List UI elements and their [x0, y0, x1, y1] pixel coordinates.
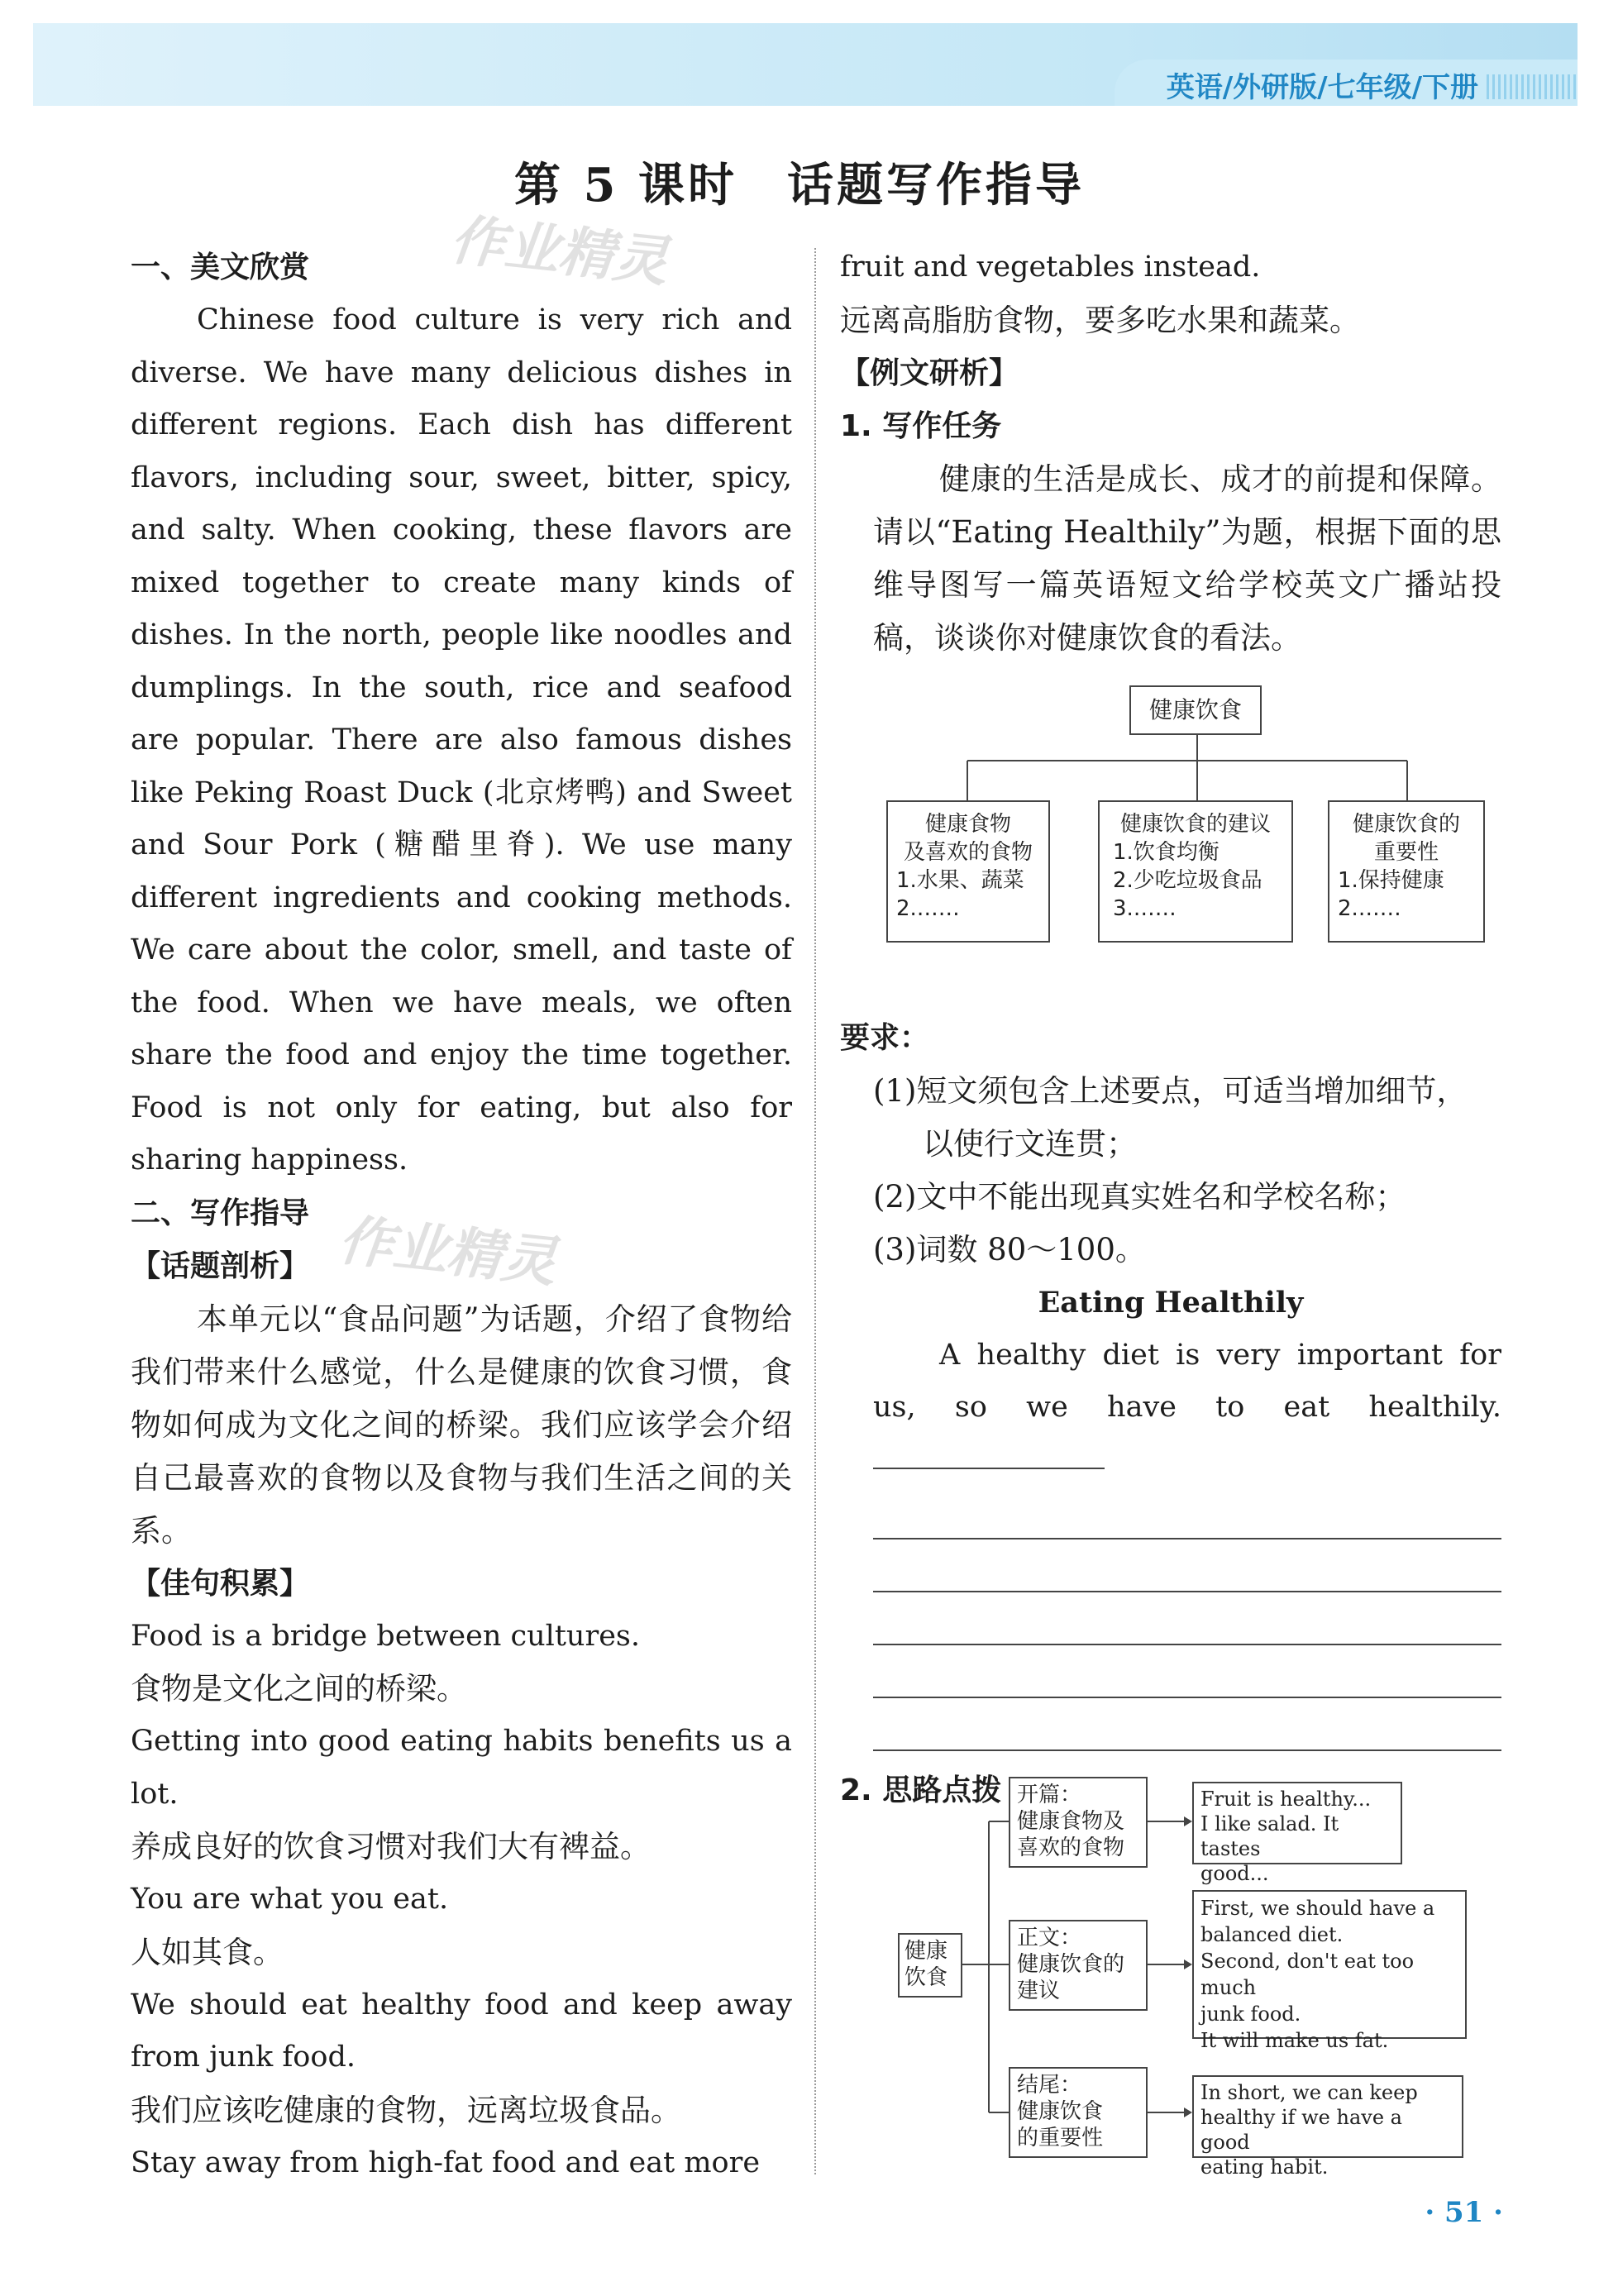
- requirements-heading: 要求：: [840, 1020, 930, 1055]
- sentence-en: Stay away from high-fat food and eat more: [131, 2146, 761, 2179]
- mind-map-root: 健康饮食: [1129, 685, 1262, 735]
- branch-title: 健康饮食的 重要性: [1352, 812, 1460, 865]
- outline-label: 正文： 健康饮食的 建议: [1009, 1920, 1148, 2011]
- outline-root: 健康 饮食: [898, 1933, 962, 1998]
- sentence-en: We should eat healthy food and keep away from junk food.: [131, 1988, 792, 2074]
- branch-item: 1.饮食均衡: [1113, 840, 1220, 865]
- outline-content: First, we should have a balanced diet. Second, don't eat too much junk food. It will make us fat.: [1192, 1890, 1467, 2039]
- watermark: 作业精灵: [447, 208, 671, 294]
- branch-item: 2.……: [896, 896, 960, 921]
- sentence-zh: 养成良好的饮食习惯对我们大有裨益。: [131, 1829, 651, 1864]
- sentence-zh: 我们应该吃健康的食物，远离垃圾食品。: [131, 2092, 681, 2128]
- branch-title: 健康饮食的建议: [1119, 812, 1271, 837]
- task-text: 健康的生活是成长、成才的前提和保障。请以“Eating Healthily”为题，根据下面的思维导图写一篇英语短文给学校英文广播站投稿，谈谈你对健康饮食的看法。: [873, 461, 1501, 656]
- sentences-heading: 【佳句积累】: [131, 1566, 310, 1601]
- outline-content: In short, we can keep healthy if we have a good eating habit.: [1192, 2075, 1463, 2158]
- requirement: (1)短文须包含上述要点，可适当增加细节，: [873, 1072, 1468, 1109]
- requirement: (3)词数 80～100。: [873, 1231, 1146, 1267]
- task-heading: 1. 写作任务: [840, 408, 1002, 443]
- branch-item: 1.保持健康: [1338, 868, 1444, 893]
- watermark: 作业精灵: [336, 1208, 560, 1295]
- book-tag: 英语/外研版/七年级/下册: [1166, 71, 1478, 104]
- requirement: (2)文中不能出现真实姓名和学校名称；: [873, 1178, 1406, 1215]
- continued-zh: 远离高脂肪食物，要多吃水果和蔬菜。: [840, 302, 1360, 338]
- outline-content: Fruit is healthy... I like salad. It tastes good...: [1192, 1782, 1402, 1864]
- sentence-zh: 人如其食。: [131, 1934, 284, 1970]
- sentence-zh: 食物是文化之间的桥梁。: [131, 1671, 467, 1706]
- page-title: 第 5 课时 话题写作指导: [514, 158, 1085, 212]
- sentence-en: Getting into good eating habits benefits us a lot.: [131, 1725, 792, 1811]
- essay-title: Eating Healthily: [1038, 1285, 1304, 1320]
- section-title-appreciation: 一、美文欣赏: [131, 251, 310, 284]
- requirement: 以使行文连贯；: [923, 1125, 1137, 1162]
- example-heading: 【例文研析】: [840, 356, 1019, 390]
- essay-start-text: A healthy diet is very important for us, so we have to eat healthily.: [873, 1338, 1501, 1424]
- outline-label: 结尾： 健康饮食 的重要性: [1009, 2067, 1148, 2158]
- topic-text: 本单元以“食品问题”为话题，介绍了食物给我们带来什么感觉，什么是健康的饮食习惯，食物如何成为文化之间的桥梁。我们应该学会介绍自己最喜欢的食物以及食物与我们生活之间的关系。: [131, 1301, 792, 1549]
- branch-item: 1.水果、蔬菜: [896, 868, 1024, 893]
- section-title-guidance: 二、写作指导: [131, 1196, 310, 1230]
- continued-en: fruit and vegetables instead.: [840, 251, 1261, 284]
- branch-item: 3.……: [1113, 896, 1177, 921]
- page-number: · 51 ·: [1425, 2196, 1503, 2229]
- article-text: Chinese food culture is very rich and diverse. We have many delicious dishes in different regions. Each dish has different flavors, including sour, sweet, bitter, spicy, and salty. When cooking, these flavors are mixed together to create many kinds of dishes. In the north, people like noodles and dumplings. In the south, rice and seafood are popular. There are also famous dishes like Peking Roast Duck (北京烤鸭) and Sweet and Sour Pork (糖醋里脊). We use many different ingredients and cooking methods. We care about the color, smell, and taste of the food. When we have meals, we often share the food and enjoy the time together. Food is not only for eating, but also for sharing happiness.: [131, 303, 792, 1177]
- branch-item: 2.……: [1338, 896, 1401, 921]
- outline-label: 开篇： 健康食物及 喜欢的食物: [1009, 1777, 1148, 1868]
- sentence-en: Food is a bridge between cultures.: [131, 1619, 641, 1653]
- branch-item: 2.少吃垃圾食品: [1113, 868, 1262, 893]
- sentence-en: You are what you eat.: [131, 1883, 449, 1916]
- branch-title: 健康食物 及喜欢的食物: [903, 812, 1033, 865]
- topic-heading: 【话题剖析】: [131, 1248, 310, 1283]
- ideas-heading: 2. 思路点拨: [840, 1773, 1002, 1807]
